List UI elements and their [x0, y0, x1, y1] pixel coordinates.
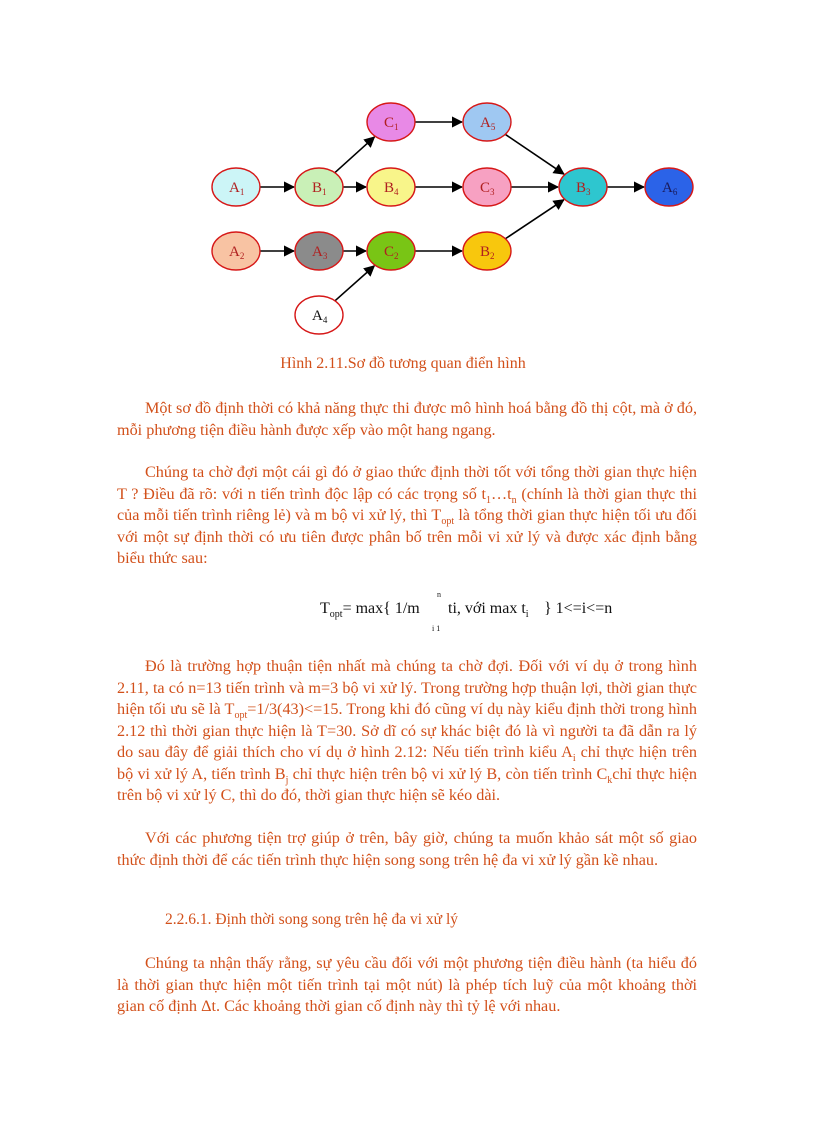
- node-A4-label: $A_4$: [312, 308, 328, 325]
- node-B1-label: $B_1$: [312, 180, 327, 197]
- node-A1-label: $A_1$: [229, 180, 245, 197]
- node-A3: [295, 232, 343, 270]
- node-A5-label: $A_5$: [480, 115, 496, 132]
- paragraph-5: Chúng ta nhận thấy rằng, sự yêu cầu đối với một phương tiện điều hành (ta hiểu đó là thời gian thực hiện một tiến trình tại một nút) là phép tích luỹ của một khoảng thời gian cố định Δt. Các khoảng thời gian cố định này thì tỷ lệ với nhau.: [117, 954, 697, 1015]
- formula-t-opt: $T_{opt}= \max${ 1/m n i 1 ti, với $\max t_i$ } 1<=i<=n: [320, 590, 613, 633]
- paragraph-1: Một sơ đồ định thời có khả năng thực thi được mô hình hoá bằng đồ thị cột, mà ở đó, mỗi phương tiện điều hành được xếp vào một hang ngang.: [117, 399, 697, 439]
- process-dependency-diagram: [0, 0, 816, 350]
- node-C1-label: $C_1$: [384, 115, 399, 132]
- node-B3: [559, 168, 607, 206]
- node-A6: [645, 168, 693, 206]
- node-A4: [295, 296, 343, 334]
- paragraph-3: Đó là trường hợp thuận tiện nhất mà chúng ta chờ đợi. Đối với ví dụ ở trong hình 2.11, ta có n=13 tiến trình và m=3 bộ vi xử lý. Trong trường hợp thuận lợi, thời gian thực hiện tối ưu sẽ là $T_{opt}=1/3(43)<=15$. Trong khi đó cũng ví dụ này kiểu định thời trong hình 2.12 thì thời gian thực hiện là T=30. Sở dĩ có sự khác biệt đó là vì người ta đã dẫn ra lý do sau đây để giải thích cho ví dụ ở hình 2.12: Nếu tiến trình kiểu $A_i$ chỉ thực hiện trên bộ vi xử lý A, tiến trình $B_j$ chỉ thực hiện trên bộ vi xử lý B, còn tiến trình $C_kchỉ$ thực hiện trên bộ vi xử lý C, thì do đó, thời gian thực hiện sẽ kéo dài.: [117, 657, 697, 804]
- paragraph-4: Với các phương tiện trợ giúp ở trên, bây giờ, chúng ta muốn khảo sát một số giao thức định thời để các tiến trình thực hiện song song trên hệ đa vi xử lý gần kề nhau.: [117, 829, 697, 869]
- node-B4: [367, 168, 415, 206]
- node-A1: [212, 168, 260, 206]
- node-A6-label: $A_6$: [662, 180, 678, 197]
- node-C2: [367, 232, 415, 270]
- edge-B2-B3: [505, 200, 563, 239]
- node-B3-label: $B_3$: [576, 180, 591, 197]
- edge-B1-C1: [335, 137, 375, 173]
- node-C3: [463, 168, 511, 206]
- edge-A4-C2: [335, 266, 374, 301]
- node-A2-label: $A_2$: [229, 244, 245, 261]
- node-B2: [463, 232, 511, 270]
- figure-caption: Hình 2.11.Sơ đồ tương quan điển hình: [280, 355, 526, 372]
- node-C2-label: $C_2$: [384, 244, 399, 261]
- node-A5: [463, 103, 511, 141]
- node-A3-label: $A_3$: [312, 244, 328, 261]
- node-C1: [367, 103, 415, 141]
- node-B2-label: $B_2$: [480, 244, 495, 261]
- node-B1: [295, 168, 343, 206]
- edge-A5-B3: [505, 134, 564, 174]
- node-C3-label: $C_3$: [480, 180, 495, 197]
- section-heading: 2.2.6.1. Định thời song song trên hệ đa vi xử lý: [165, 911, 458, 928]
- node-B4-label: $B_4$: [384, 180, 399, 197]
- paragraph-2: Chúng ta chờ đợi một cái gì đó ở giao thức định thời tốt với tổng thời gian thực hiện T ? Điều đã rõ: với n tiến trình độc lập có các trọng số $t_1\dots t_n$ (chính là thời gian thực thi của mỗi tiến trình riêng lẻ) và m bộ vi xử lý, thì $T_{opt}$ là tổng thời gian thực hiện tối ưu đối với một sự định thời có ưu tiên được phân bố trên mỗi vi xử lý và được xác định bằng biểu thức sau:: [117, 463, 697, 567]
- node-A2: [212, 232, 260, 270]
